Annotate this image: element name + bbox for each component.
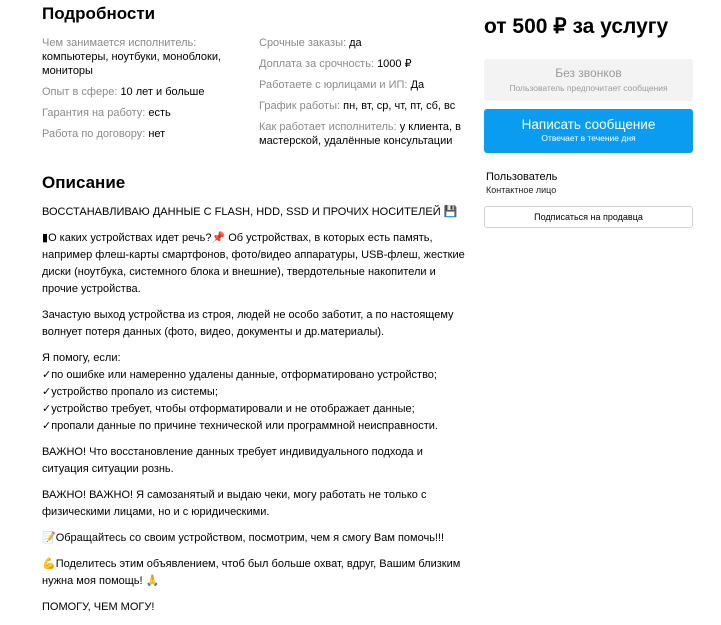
description-paragraph bbox=[42, 230, 472, 298]
description-body bbox=[42, 204, 472, 625]
detail-work-mode bbox=[259, 120, 469, 148]
flexed-biceps-icon: 💪 bbox=[42, 558, 56, 570]
folded-hands-icon: 🙏 bbox=[145, 575, 160, 587]
detail-value: компьютеры, ноутбуки, моноблоки, мониторы bbox=[42, 51, 222, 77]
detail-label: Как работает исполнитель: bbox=[259, 121, 397, 133]
seller-name[interactable]: Пользователь bbox=[486, 171, 558, 183]
no-calls-button bbox=[484, 59, 693, 101]
no-calls-label: Без звонков bbox=[555, 66, 622, 80]
detail-label: Работаете с юрлицами и ИП: bbox=[259, 79, 408, 91]
description-paragraph bbox=[42, 556, 472, 590]
write-message-sublabel: Отвечает в течение дня bbox=[541, 133, 636, 143]
detail-legal-entities bbox=[259, 78, 469, 92]
description-text: Поделитесь этим объявлением, чтоб был больше охват, вдруг, Вашим близким нужна моя помощь! bbox=[42, 558, 461, 587]
detail-experience bbox=[42, 85, 247, 99]
list-item: ✓пропали данные по причине технической или программной неисправности. bbox=[42, 420, 438, 432]
description-text: Об устройствах, в которых есть память, например флеш-карты смартфонов, фото/видео аппаратуры, USB-флеш, жесткие диски (ноутбука, системного блока и внешние), твердотельные накопители и прочие устройства. bbox=[42, 232, 465, 295]
detail-label: Гарантия на работу: bbox=[42, 107, 146, 119]
details-left-column bbox=[42, 36, 247, 148]
service-price: от 500 ₽ за услугу bbox=[484, 15, 669, 38]
description-paragraph bbox=[42, 204, 472, 221]
detail-value: у клиента, в мастерской, удалённые консультации bbox=[259, 121, 461, 147]
detail-specialization bbox=[42, 36, 247, 78]
write-message-label: Написать сообщение bbox=[521, 117, 656, 132]
description-paragraph bbox=[42, 530, 472, 547]
description-text: ВОССТАНАВЛИВАЮ ДАННЫЕ С FLASH, HDD, SSD И ПРОЧИХ НОСИТЕЛЕЙ bbox=[42, 206, 441, 218]
seller-role: Контактное лицо bbox=[486, 185, 557, 195]
pushpin-icon: 📌 bbox=[211, 232, 226, 244]
detail-contract bbox=[42, 127, 247, 141]
description-heading: Описание bbox=[42, 173, 126, 192]
detail-warranty bbox=[42, 106, 247, 120]
detail-urgent-fee bbox=[259, 57, 469, 71]
list-item: ✓устройство пропало из системы; bbox=[42, 386, 218, 398]
description-text: Обращайтесь со своим устройством, посмотрим, чем я смогу Вам помочь!!! bbox=[55, 532, 445, 544]
detail-schedule bbox=[259, 99, 469, 113]
detail-label: Доплата за срочность: bbox=[259, 58, 374, 70]
detail-value: 10 лет и больше bbox=[120, 86, 205, 98]
detail-label: Чем занимается исполнитель: bbox=[42, 37, 197, 49]
floppy-disk-icon: 💾 bbox=[443, 206, 458, 218]
detail-label: Работа по договору: bbox=[42, 128, 146, 140]
detail-value: Да bbox=[410, 79, 425, 91]
description-paragraph: ВАЖНО! Что восстановление данных требует индивидуального подхода и ситуация ситуации рознь. bbox=[42, 446, 423, 475]
detail-value: 1000 ₽ bbox=[377, 58, 412, 70]
no-calls-sublabel: Пользователь предпочитает сообщения bbox=[509, 83, 668, 93]
subscribe-seller-button[interactable]: Подписаться на продавца bbox=[484, 206, 693, 228]
description-text: О каких устройствах идет речь? bbox=[48, 232, 212, 244]
list-item: ✓по ошибке или намеренно удалены данные, отформатировано устройство; bbox=[42, 369, 437, 381]
detail-label: Срочные заказы: bbox=[259, 37, 347, 49]
list-intro: Я помогу, если: bbox=[42, 352, 121, 364]
description-paragraph: ПОМОГУ, ЧЕМ МОГУ! bbox=[42, 601, 155, 613]
description-paragraph: ВАЖНО! ВАЖНО! Я самозанятый и выдаю чеки, могу работать не только с физическими лицами, но и с юридическими. bbox=[42, 489, 427, 518]
detail-value: нет bbox=[148, 128, 166, 140]
seller-info bbox=[486, 171, 557, 195]
detail-urgent bbox=[259, 36, 469, 50]
detail-label: График работы: bbox=[259, 100, 341, 112]
list-item: ✓устройство требует, чтобы отформатировали и не отображает данные; bbox=[42, 403, 415, 415]
detail-value: есть bbox=[148, 107, 171, 119]
details-right-column bbox=[259, 36, 469, 155]
description-paragraph: Зачастую выход устройства из строя, людей не особо заботит, а по настоящему волнует потеря данных (фото, видео, документы и др.материалы). bbox=[42, 309, 454, 338]
details-heading: Подробности bbox=[42, 4, 156, 23]
detail-value: пн, вт, ср, чт, пт, сб, вс bbox=[343, 100, 456, 112]
detail-value: да bbox=[349, 37, 362, 49]
memo-icon: 📝 bbox=[42, 532, 56, 544]
write-message-button[interactable] bbox=[484, 109, 693, 153]
description-list bbox=[42, 350, 472, 435]
detail-label: Опыт в сфере: bbox=[42, 86, 118, 98]
usb-drive-icon: ▮ bbox=[42, 232, 49, 244]
